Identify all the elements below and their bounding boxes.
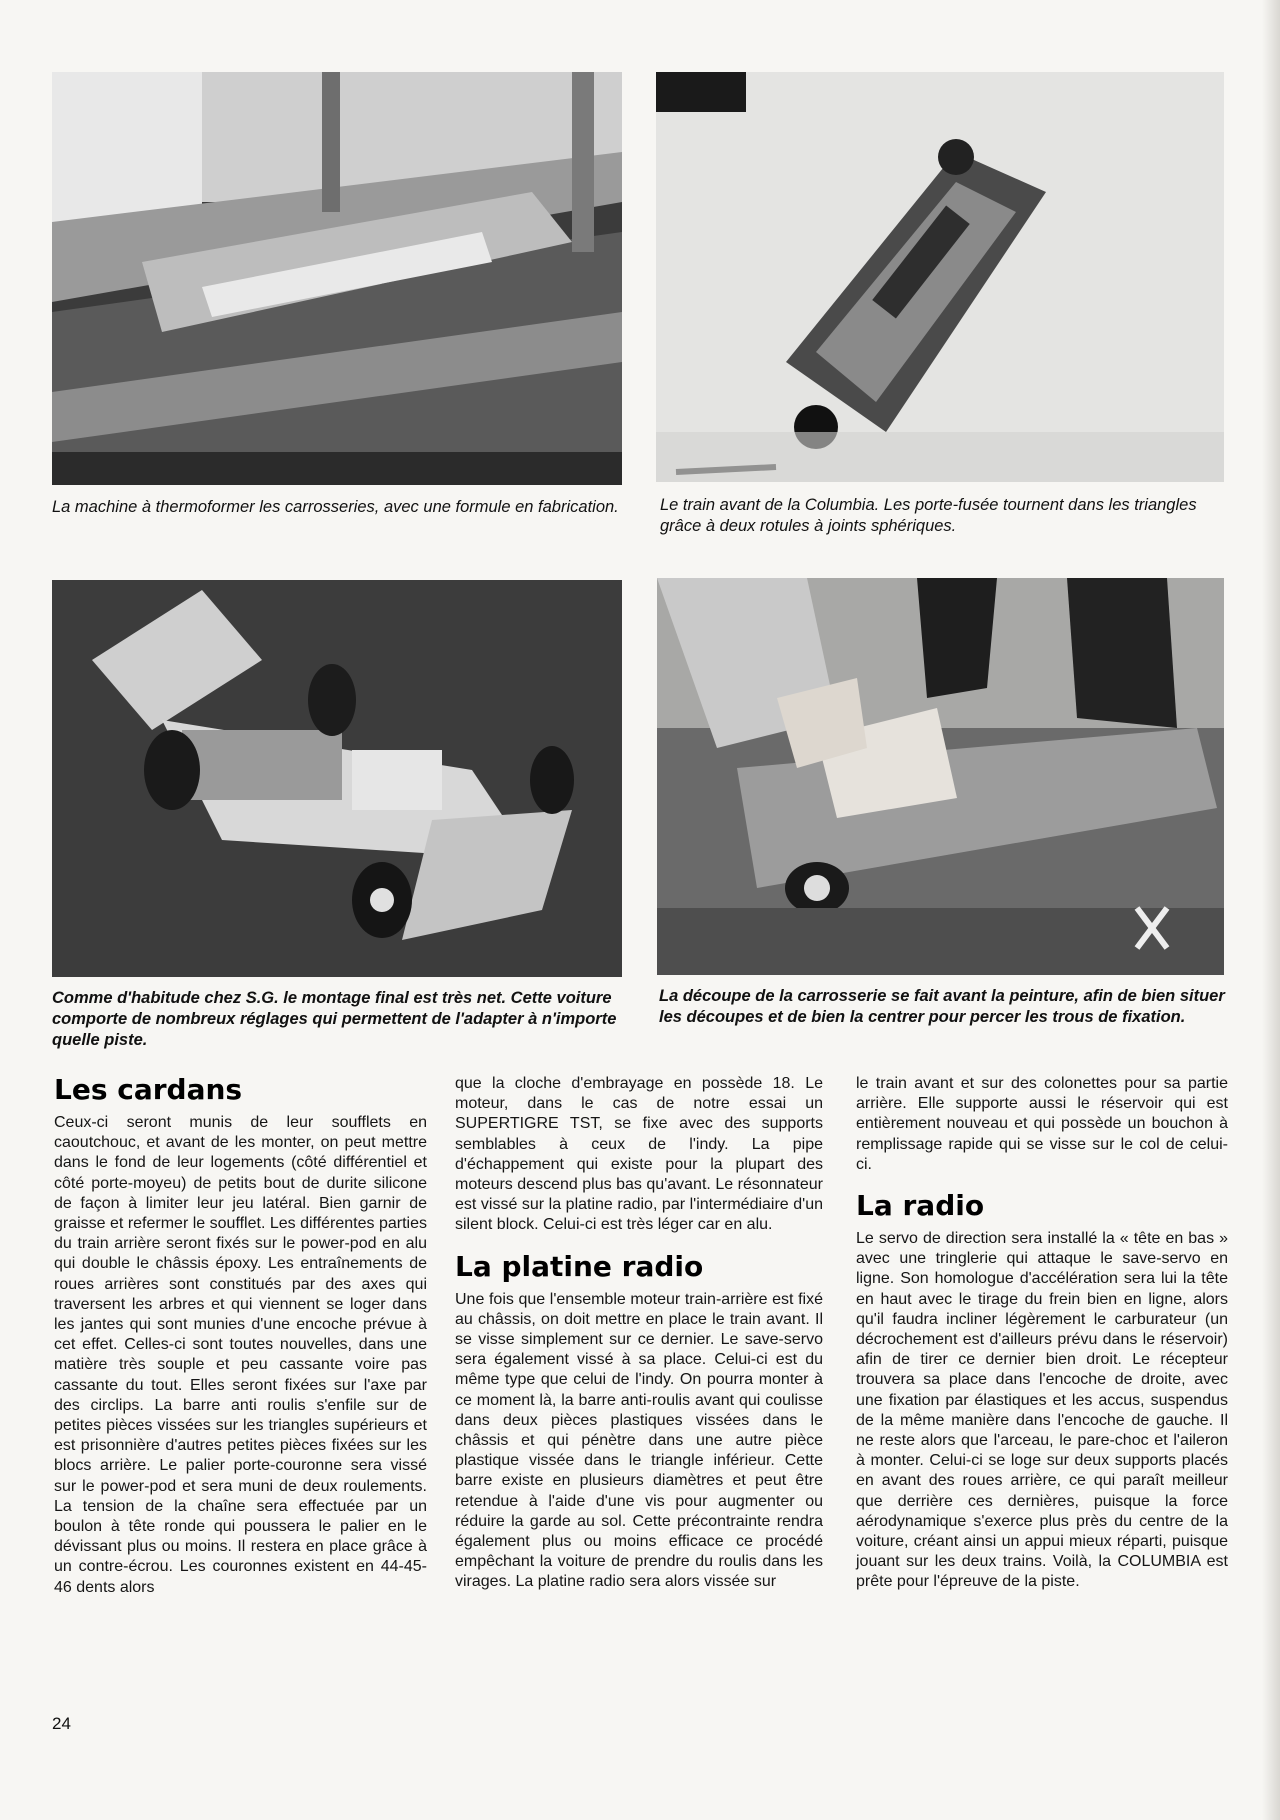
- paragraph-moteur: que la cloche d'embrayage en possède 18. Le moteur, dans le cas de notre essai un SUPERTIGRE TST, se fixe avec des supports semblables à ceux de l'indy. La pipe d'échappement qui existe pour la plupart des moteurs descend plus bas qu'avant. Le résonnateur est vissé sur la platine radio, par l'intermédiaire d'un silent block. Celui-ci est très léger car en alu.: [455, 1075, 823, 1234]
- article-column-3: [856, 1074, 1228, 1593]
- paragraph-cardans: Ceux-ci seront munis de leur soufflets en caoutchouc, et avant de les monter, on peut mettre dans le fond de leur logements (côté différentiel et côté porte-moyeu) de petits bout de durite silicone de façon à limiter leur jeu latéral. Bien garnir de graisse et refermer le soufflet. Les différentes parties du train arrière seront fixés sur le power-pod en alu qui double le châssis époxy. Les entraînements de roues arrières sont constitués par des axes qui traversent les arbres et qui viennent se loger dans les jantes qui sont munies d'une encoche prévue à cet effet. Celles-ci sont toutes nouvelles, dans une matière très souple et peu cassante voire pas cassante du tout. Elles seront fixées sur l'axe par des circlips. La barre anti roulis s'enfile sur de petites pièces vissées sur les triangles supérieurs et est prisonnière d'autres petites pièces fixées sur les blocs arrière. Le palier porte-couronne sera vissé sur le power-pod et sera muni de deux roulements. La tension de la chaîne sera effectuée par un boulon à tête ronde qui poussera le palier en le dévissant plus ou moins. Il restera en place grâce à un contre-écrou. Les couronnes existent en 44-45-46 dents alors: [54, 1114, 427, 1596]
- photo-front-train: [656, 72, 1224, 482]
- paragraph-reservoir: le train avant et sur des colonettes pour sa partie arrière. Elle supporte aussi le réservoir qui est entièrement nouveau et qui possède un bouchon à remplissage rapide qui se visse sur le col de celui-ci.: [856, 1075, 1228, 1173]
- heading-la-platine-radio: La platine radio: [455, 1249, 704, 1283]
- article-column-1: [54, 1073, 427, 1598]
- paragraph-radio: Le servo de direction sera installé la « tête en bas » avec une tringlerie qui attaque le save-servo en ligne. Son homologue d'accélération sera lui la tête en haut avec le tirage du frein bien en ligne, alors qu'il faudra incliner légèrement le carburateur (un décrochement est d'ailleurs prévu dans le réservoir) afin de tirer ce dernier bien droit. Le récepteur trouvera sa place dans l'encoche de droite, avec une fixation par élastiques et les accus, suspendus de la même manière dans l'encoche de gauche. Il ne reste alors que l'arceau, le pare-choc et l'aileron à monter. Celui-ci se loge sur deux supports placés en avant des roues arrière, ce qui paraît meilleur que derrière ces dernières, puisque la force aérodynamique s'exerce plus près du centre de la voiture, créant ainsi un appui mieux réparti, puisque jouant sur les deux trains. Voilà, la COLUMBIA est prête pour l'épreuve de la piste.: [856, 1230, 1228, 1591]
- photo-body-cutting: [657, 578, 1224, 975]
- caption-photo-1: La machine à thermoformer les carrosseries, avec une formule en fabrication.: [52, 498, 619, 516]
- article-column-2: [455, 1074, 823, 1593]
- heading-la-radio: La radio: [856, 1189, 985, 1223]
- paragraph-platine-radio: Une fois que l'ensemble moteur train-arrière est fixé au châssis, on doit mettre en place le train avant. Il se visse simplement sur ce dernier. Le save-servo sera également vissé à sa place. Celui-ci est du même type que celui de l'indy. On pourra monter à ce moment là, la barre anti-roulis avant qui coulisse dans deux pièces plastiques vissées dans le châssis et qui pénètre dans une autre pièce plastique vissée dans le triangle inférieur. Cette barre existe en plusieurs diamètres et peut être retendue à l'aide d'une vis pour augmenter ou réduire la garde au sol. Cette précontrainte rendra également plus ou moins efficace ce procédé empêchant la voiture de prendre du roulis dans les virages. La platine radio sera alors vissée sur: [455, 1290, 823, 1591]
- page-edge-shadow: [1262, 0, 1280, 1820]
- photo-thermoforming-machine: [52, 72, 622, 485]
- caption-photo-2: Le train avant de la Columbia. Les porte-fusée tournent dans les triangles grâce à deux rotules à joints sphériques.: [660, 496, 1197, 535]
- page-number: 24: [52, 1714, 71, 1733]
- heading-les-cardans: Les cardans: [54, 1073, 243, 1106]
- caption-photo-4: La découpe de la carrosserie se fait avant la peinture, afin de bien situer les découpes et de bien la centrer pour percer les trous de fixation.: [659, 987, 1225, 1026]
- caption-photo-3: Comme d'habitude chez S.G. le montage final est très net. Cette voiture comporte de nombreux réglages qui permettent de l'adapter à n'importe quelle piste.: [52, 989, 617, 1049]
- photo-final-assembly: [52, 580, 622, 977]
